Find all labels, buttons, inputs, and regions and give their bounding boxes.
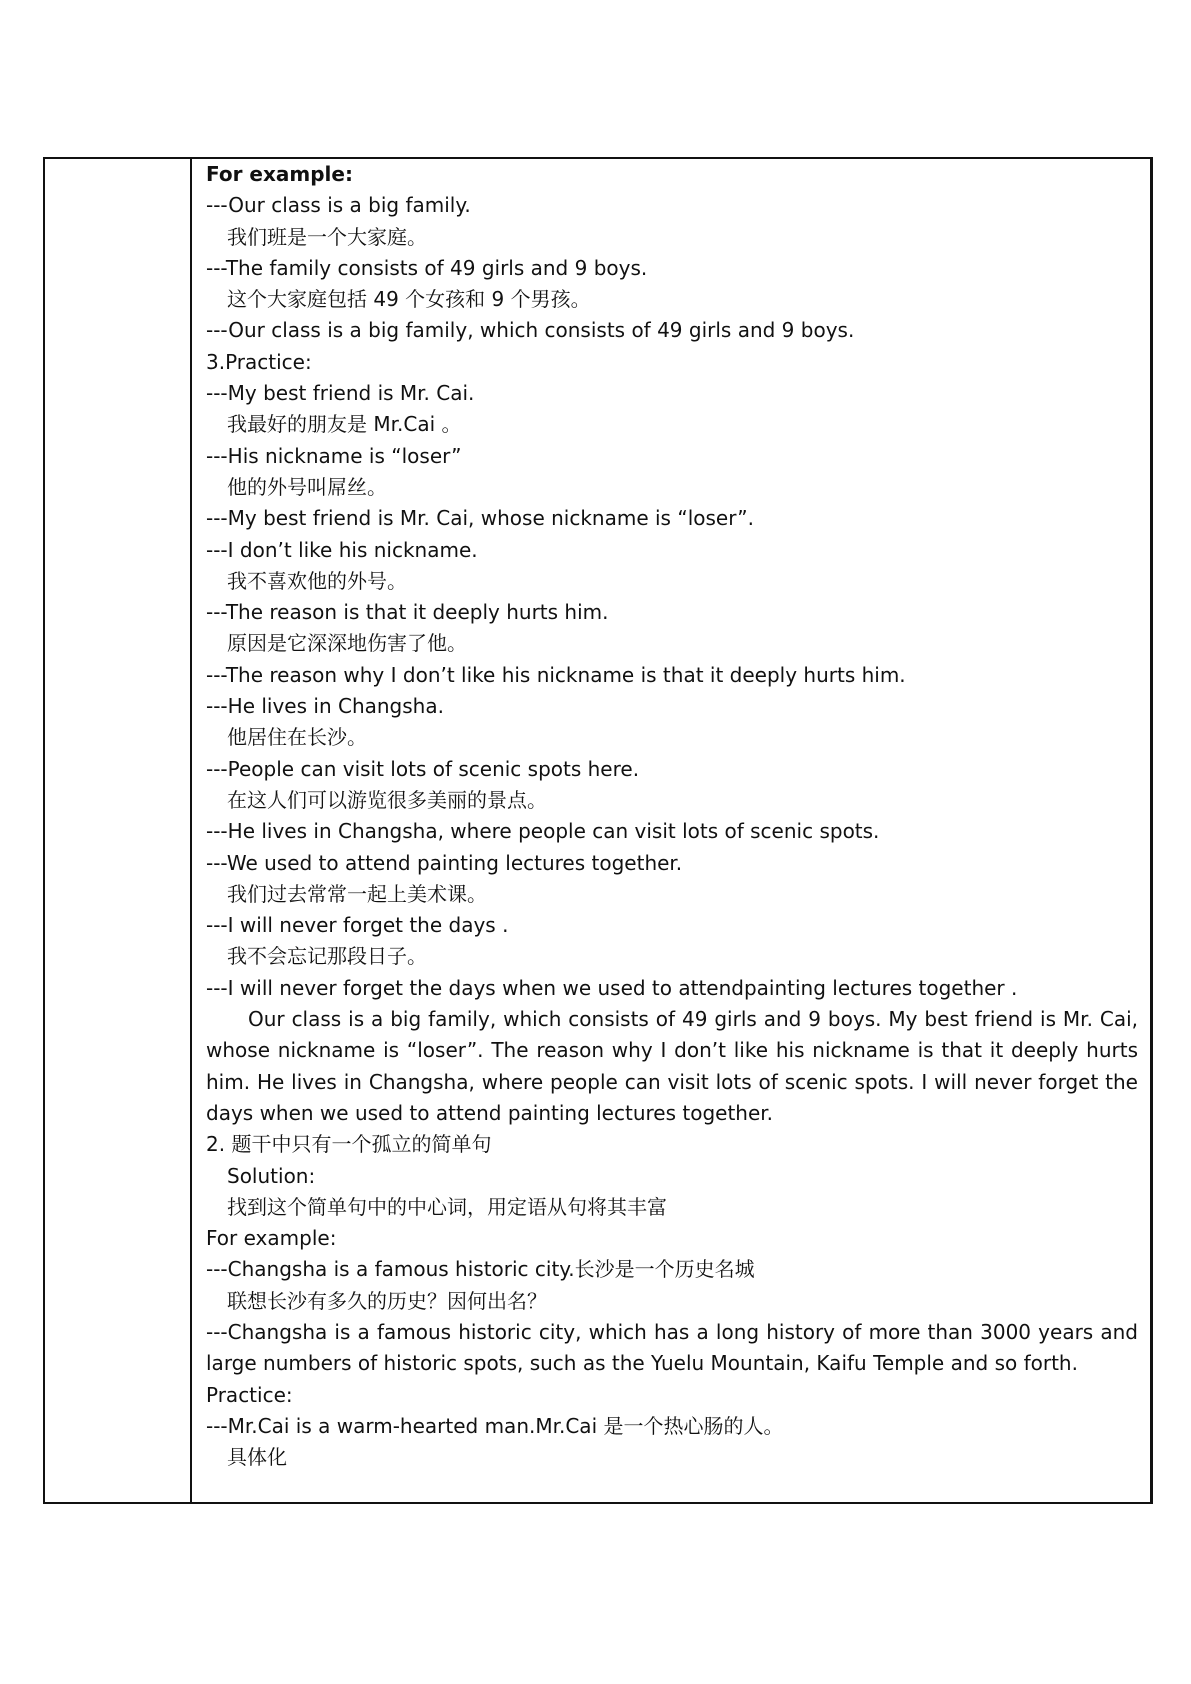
text-line: ---My best friend is Mr. Cai. [206, 381, 475, 406]
text-line: ---He lives in Changsha. [206, 694, 444, 719]
text-line: ---Mr.Cai is a warm-hearted man.Mr.Cai 是一个热心肠的人。 [206, 1413, 784, 1438]
document-table [43, 157, 1153, 1504]
text-line: ---We used to attend painting lectures together. [206, 850, 683, 875]
text-line: ---I will never forget the days when we used to attendpainting lectures together . [206, 975, 1018, 1000]
text-line: Solution: [227, 1163, 316, 1188]
text-line: ---His nickname is “loser” [206, 443, 462, 468]
text-line: 具体化 [227, 1445, 287, 1470]
text-line: ---People can visit lots of scenic spots here. [206, 756, 640, 781]
text-line: For example: [206, 162, 353, 186]
text-line: 原因是它深深地伤害了他。 [227, 631, 467, 656]
text-line: ---The reason is that it deeply hurts him. [206, 600, 609, 625]
text-line: 我们过去常常一起上美术课。 [227, 881, 487, 906]
text-line: ---I will never forget the days . [206, 913, 509, 938]
text-line: ---My best friend is Mr. Cai, whose nickname is “loser”. [206, 506, 754, 531]
text-line: 我最好的朋友是 Mr.Cai 。 [227, 412, 462, 437]
text-line: ---He lives in Changsha, where people can visit lots of scenic spots. [206, 819, 880, 844]
changsha-example-paragraph: ---Changsha is a famous historic city, which has a long history of more than 3000 years and large numbers of historic spots, such as the Yuelu Mountain, Kaifu Temple and so forth. [206, 1319, 1138, 1376]
text-line: 2. 题干中只有一个孤立的简单句 [206, 1132, 492, 1157]
text-line: 我不会忘记那段日子。 [227, 944, 427, 969]
summary-paragraph: Our class is a big family, which consists of 49 girls and 9 boys. My best friend is Mr. Cai, whose nickname is “loser”. The reason why I don’t like his nickname is that it deeply hurts him. He lives in Changsha, where people can visit lots of scenic spots. I will never forget the days when we used to attend painting lectures together. [206, 1007, 1138, 1125]
text-line: ---The family consists of 49 girls and 9 boys. [206, 255, 648, 280]
text-line: 3.Practice: [206, 349, 312, 374]
text-line: 这个大家庭包括 49 个女孩和 9 个男孩。 [227, 287, 591, 312]
text-line: Practice: [206, 1382, 293, 1407]
text-line: ---Changsha is a famous historic city.长沙是一个历史名城 [206, 1257, 755, 1282]
text-line: 我不喜欢他的外号。 [227, 568, 407, 593]
text-line: ---I don’t like his nickname. [206, 537, 478, 562]
text-line: 他居住在长沙。 [227, 725, 367, 750]
example-lines-block [206, 159, 1138, 1004]
text-line: ---The reason why I don’t like his nickname is that it deeply hurts him. [206, 662, 906, 687]
text-line: 我们班是一个大家庭。 [227, 224, 427, 249]
text-line: For example: [206, 1226, 337, 1251]
solution-lines-block [206, 1129, 1138, 1317]
text-line: 找到这个简单句中的中心词，用定语从句将其丰富 [227, 1194, 667, 1219]
left-column-cell [45, 159, 192, 1502]
text-line: ---Our class is a big family. [206, 193, 471, 218]
text-line: 他的外号叫屌丝。 [227, 474, 387, 499]
text-line: 联想长沙有多久的历史？因何出名？ [227, 1288, 547, 1313]
text-line: 在这人们可以游览很多美丽的景点。 [227, 787, 547, 812]
practice-lines-block [206, 1380, 1138, 1474]
content-cell [194, 159, 1150, 1502]
text-line: ---Our class is a big family, which consists of 49 girls and 9 boys. [206, 318, 855, 343]
